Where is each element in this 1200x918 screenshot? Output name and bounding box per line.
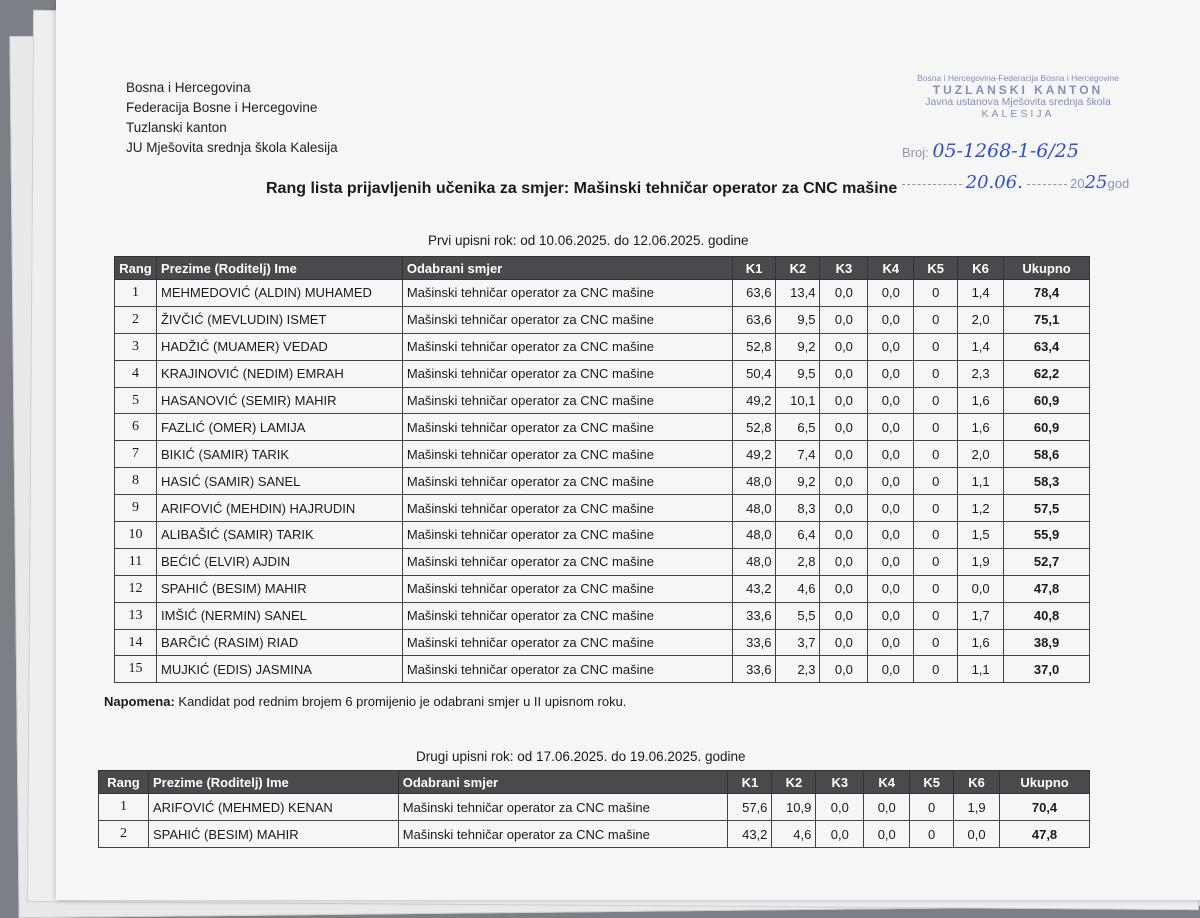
table-cell: 40,8 [1004,602,1090,629]
table-cell: MEHMEDOVIĆ (ALDIN) MUHAMED [156,280,402,307]
table-cell: Mašinski tehničar operator za CNC mašine [402,602,732,629]
registry-date [902,172,1142,193]
table-cell: Mašinski tehničar operator za CNC mašine [402,548,732,575]
table-cell: 4 [115,360,157,387]
table-cell: 9,5 [776,360,820,387]
column-header: Odabrani smjer [398,771,728,794]
table-cell: 6,5 [776,414,820,441]
table-cell: 0,0 [868,629,914,656]
table-cell: 0 [914,522,958,549]
table-cell: 3 [115,333,157,360]
table-cell: 0,0 [958,575,1004,602]
table-cell: Mašinski tehničar operator za CNC mašine [402,575,732,602]
table-row [115,548,1090,575]
table-cell: 60,9 [1004,387,1090,414]
table-header-row [115,257,1090,280]
note-label: Napomena: [104,694,175,709]
table-cell: 6,4 [776,522,820,549]
table-header-row [99,771,1090,794]
table-cell: ALIBAŠIĆ (SAMIR) TARIK [156,522,402,549]
table-cell: 48,0 [732,548,776,575]
stamp-line: Bosna i Hercegovina-Federacija Bosna i Hercegovine [917,73,1119,83]
table-cell: 0 [914,575,958,602]
year-label: god [1107,176,1130,191]
table-cell: 2,3 [958,360,1004,387]
table-cell: 0 [914,441,958,468]
table-cell: 1,4 [958,333,1004,360]
table-cell: 48,0 [732,495,776,522]
table-cell: 10 [115,522,157,549]
table-cell: 70,4 [1000,794,1090,821]
table-body [99,794,1090,848]
table-cell: 7 [115,441,157,468]
table-cell: 5 [115,387,157,414]
table-cell: 9 [115,495,157,522]
note-text: Kandidat pod rednim brojem 6 promijenio je odabrani smjer u II upisnom roku. [174,694,627,709]
table-row [115,441,1090,468]
table-row [115,629,1090,656]
table-cell: 0,0 [868,656,914,683]
table-cell: 0 [914,629,958,656]
table-cell: 0,0 [816,794,864,821]
table-cell: 33,6 [732,656,776,683]
table-cell: 2,3 [776,656,820,683]
table-cell: Mašinski tehničar operator za CNC mašine [402,306,732,333]
table-cell: 0,0 [868,468,914,495]
table-cell: 12 [115,575,157,602]
table-cell: 50,4 [732,360,776,387]
table-cell: 0,0 [868,414,914,441]
table-cell: 0 [914,548,958,575]
table-cell: 1 [99,794,149,821]
table-cell: 11 [115,548,157,575]
column-header: K5 [914,257,958,280]
table-cell: 5,5 [776,602,820,629]
table-cell: 55,9 [1004,522,1090,549]
table-cell: 0,0 [868,602,914,629]
header-line: Tuzlanski kanton [126,120,227,135]
column-header: K5 [910,771,954,794]
table-cell: 7,4 [776,441,820,468]
table-cell: 0 [914,333,958,360]
table-cell: 9,2 [776,333,820,360]
table-row [115,360,1090,387]
table-cell: MUJKIĆ (EDIS) JASMINA [156,656,402,683]
table-cell: 0 [914,468,958,495]
table-cell: BARČIĆ (RASIM) RIAD [156,629,402,656]
table-row [115,414,1090,441]
table-cell: 1,4 [958,280,1004,307]
table-cell: 2,0 [958,306,1004,333]
table-cell: 75,1 [1004,306,1090,333]
table-cell: 4,6 [772,821,816,848]
table-cell: 0,0 [868,360,914,387]
table-row [99,794,1090,821]
table-cell: Mašinski tehničar operator za CNC mašine [398,821,728,848]
table-cell: 0,0 [868,548,914,575]
column-header: Rang [99,771,149,794]
table-cell: 8,3 [776,495,820,522]
table-cell: 63,6 [732,306,776,333]
round1-table [114,256,1090,683]
table-cell: 58,6 [1004,441,1090,468]
table-cell: 0,0 [820,575,868,602]
column-header: Ukupno [1000,771,1090,794]
table-cell: 0,0 [820,441,868,468]
column-header: K4 [864,771,910,794]
header-line: Bosna i Hercegovina [126,80,251,95]
table-cell: 10,1 [776,387,820,414]
column-header: K2 [776,257,820,280]
table-cell: Mašinski tehničar operator za CNC mašine [402,333,732,360]
table-cell: ARIFOVIĆ (MEHDIN) HAJRUDIN [156,495,402,522]
table-cell: 0,0 [820,522,868,549]
table-cell: 8 [115,468,157,495]
table-cell: 1,6 [958,629,1004,656]
table-cell: 0,0 [868,387,914,414]
table-row [115,387,1090,414]
table-cell: 2,8 [776,548,820,575]
table-cell: 33,6 [732,629,776,656]
table-cell: BEĆIĆ (ELVIR) AJDIN [156,548,402,575]
table-cell: 47,8 [1004,575,1090,602]
column-header: Ukupno [1004,257,1090,280]
table-row [115,333,1090,360]
table-cell: 0,0 [868,522,914,549]
document-title: Rang lista prijavljenih učenika za smjer: Mašinski tehničar operator za CNC mašine [266,180,898,197]
table-cell: SPAHIĆ (BESIM) MAHIR [156,575,402,602]
round1-caption: Prvi upisni rok: od 10.06.2025. do 12.06.2025. godine [428,233,749,248]
table-cell: BIKIĆ (SAMIR) TARIK [156,441,402,468]
table-cell: 47,8 [1000,821,1090,848]
table-cell: 0,0 [868,441,914,468]
institution-header [126,78,338,158]
table-cell: 52,8 [732,414,776,441]
column-header: K1 [732,257,776,280]
table-cell: 0,0 [868,306,914,333]
table-cell: 1,5 [958,522,1004,549]
datum-value: 20.06. [965,172,1023,193]
table-cell: Mašinski tehničar operator za CNC mašine [402,656,732,683]
table-cell: 1 [115,280,157,307]
table-row [99,821,1090,848]
table-cell: 52,8 [732,333,776,360]
round2-caption: Drugi upisni rok: od 17.06.2025. do 19.06.2025. godine [416,749,746,764]
table-row [115,522,1090,549]
table-cell: 0 [914,602,958,629]
table-cell: 14 [115,629,157,656]
table-cell: IMŠIĆ (NERMIN) SANEL [156,602,402,629]
year-suffix: 25 [1084,172,1108,193]
stamp-line: Javna ustanova Mješovita srednja škola [925,96,1111,108]
table-cell: 43,2 [728,821,772,848]
table-cell: 0,0 [954,821,1000,848]
table-cell: 0 [914,280,958,307]
column-header: Prezime (Roditelj) Ime [156,257,402,280]
table-cell: 0,0 [820,602,868,629]
table-cell: 0 [914,495,958,522]
column-header: Rang [115,257,157,280]
table-cell: 0 [914,360,958,387]
table-cell: 0,0 [820,306,868,333]
table-cell: 0 [910,821,954,848]
table-cell: 1,1 [958,468,1004,495]
table-cell: 0,0 [820,280,868,307]
table-cell: 0,0 [820,656,868,683]
table-cell: 49,2 [732,387,776,414]
table-row [115,495,1090,522]
table-cell: 2 [115,306,157,333]
table-cell: 0,0 [820,548,868,575]
table-cell: 0,0 [868,333,914,360]
table-row [115,306,1090,333]
table-cell: 1,2 [958,495,1004,522]
official-stamp [898,72,1138,120]
table-cell: Mašinski tehničar operator za CNC mašine [402,441,732,468]
table-cell: Mašinski tehničar operator za CNC mašine [402,495,732,522]
column-header: K2 [772,771,816,794]
column-header: K1 [728,771,772,794]
table-cell: 0,0 [864,794,910,821]
table-row [115,656,1090,683]
table-cell: 57,5 [1004,495,1090,522]
table-cell: ARIFOVIĆ (MEHMED) KENAN [148,794,398,821]
year-prefix: 20 [1070,176,1085,191]
stamp-line: TUZLANSKI KANTON [932,83,1104,97]
round2-table [98,770,1090,848]
table-row [115,280,1090,307]
table-cell: ŽIVČIĆ (MEVLUDIN) ISMET [156,306,402,333]
document-page [56,0,1200,900]
table-cell: 62,2 [1004,360,1090,387]
table-cell: 60,9 [1004,414,1090,441]
column-header: K3 [820,257,868,280]
table-cell: 13,4 [776,280,820,307]
table-cell: HADŽIĆ (MUAMER) VEDAD [156,333,402,360]
column-header: K6 [954,771,1000,794]
table-cell: 2 [99,821,149,848]
table-cell: 0,0 [820,333,868,360]
table-cell: 1,9 [958,548,1004,575]
table-cell: SPAHIĆ (BESIM) MAHIR [148,821,398,848]
broj-value: 05-1268-1-6/25 [932,140,1079,162]
column-header: K3 [816,771,864,794]
table-row [115,575,1090,602]
table-cell: HASANOVIĆ (SEMIR) MAHIR [156,387,402,414]
table-cell: 52,7 [1004,548,1090,575]
header-line: Federacija Bosne i Hercegovine [126,100,318,115]
table-cell: 1,1 [958,656,1004,683]
table-cell: 37,0 [1004,656,1090,683]
table-cell: 1,7 [958,602,1004,629]
table-row [115,602,1090,629]
table-cell: 0,0 [820,629,868,656]
stamp-line: KALESIJA [981,108,1055,120]
table-cell: 0 [914,306,958,333]
table-cell: 10,9 [772,794,816,821]
table-cell: 0 [914,414,958,441]
table-cell: 43,2 [732,575,776,602]
table-body [115,280,1090,683]
table-cell: 0,0 [868,495,914,522]
table-cell: 13 [115,602,157,629]
table-cell: FAZLIĆ (OMER) LAMIJA [156,414,402,441]
table-cell: 0,0 [820,414,868,441]
table-cell: Mašinski tehničar operator za CNC mašine [398,794,728,821]
table-cell: 48,0 [732,522,776,549]
table-cell: 0 [914,656,958,683]
table-cell: Mašinski tehničar operator za CNC mašine [402,522,732,549]
table-cell: 63,4 [1004,333,1090,360]
table-cell: 0,0 [820,360,868,387]
table-cell: 0,0 [820,387,868,414]
table-cell: 33,6 [732,602,776,629]
table-cell: 57,6 [728,794,772,821]
table-cell: 0,0 [816,821,864,848]
table-cell: 49,2 [732,441,776,468]
table-cell: 4,6 [776,575,820,602]
table-cell: Mašinski tehničar operator za CNC mašine [402,387,732,414]
table-cell: 0,0 [868,280,914,307]
table-cell: 63,6 [732,280,776,307]
column-header: K6 [958,257,1004,280]
footnote [104,694,626,709]
table-cell: 6 [115,414,157,441]
table-cell: 0,0 [868,575,914,602]
table-cell: 9,2 [776,468,820,495]
table-cell: Mašinski tehničar operator za CNC mašine [402,280,732,307]
table-cell: 48,0 [732,468,776,495]
table-cell: 78,4 [1004,280,1090,307]
column-header: Odabrani smjer [402,257,732,280]
table-cell: Mašinski tehničar operator za CNC mašine [402,629,732,656]
table-cell: 1,9 [954,794,1000,821]
table-cell: KRAJINOVIĆ (NEDIM) EMRAH [156,360,402,387]
table-cell: 58,3 [1004,468,1090,495]
table-cell: 15 [115,656,157,683]
table-cell: 1,6 [958,387,1004,414]
table-cell: 0,0 [820,495,868,522]
table-cell: Mašinski tehničar operator za CNC mašine [402,414,732,441]
table-cell: 38,9 [1004,629,1090,656]
column-header: Prezime (Roditelj) Ime [148,771,398,794]
table-cell: 0 [910,794,954,821]
broj-label: Broj: [902,145,929,160]
table-cell: 0,0 [820,468,868,495]
header-line: JU Mješovita srednja škola Kalesija [126,140,338,155]
table-cell: 3,7 [776,629,820,656]
table-cell: Mašinski tehničar operator za CNC mašine [402,360,732,387]
table-cell: 0 [914,387,958,414]
table-cell: 0,0 [864,821,910,848]
table-cell: 9,5 [776,306,820,333]
table-row [115,468,1090,495]
registry-number [902,140,1079,162]
column-header: K4 [868,257,914,280]
table-cell: 2,0 [958,441,1004,468]
table-cell: HASIĆ (SAMIR) SANEL [156,468,402,495]
table-cell: Mašinski tehničar operator za CNC mašine [402,468,732,495]
table-cell: 1,6 [958,414,1004,441]
